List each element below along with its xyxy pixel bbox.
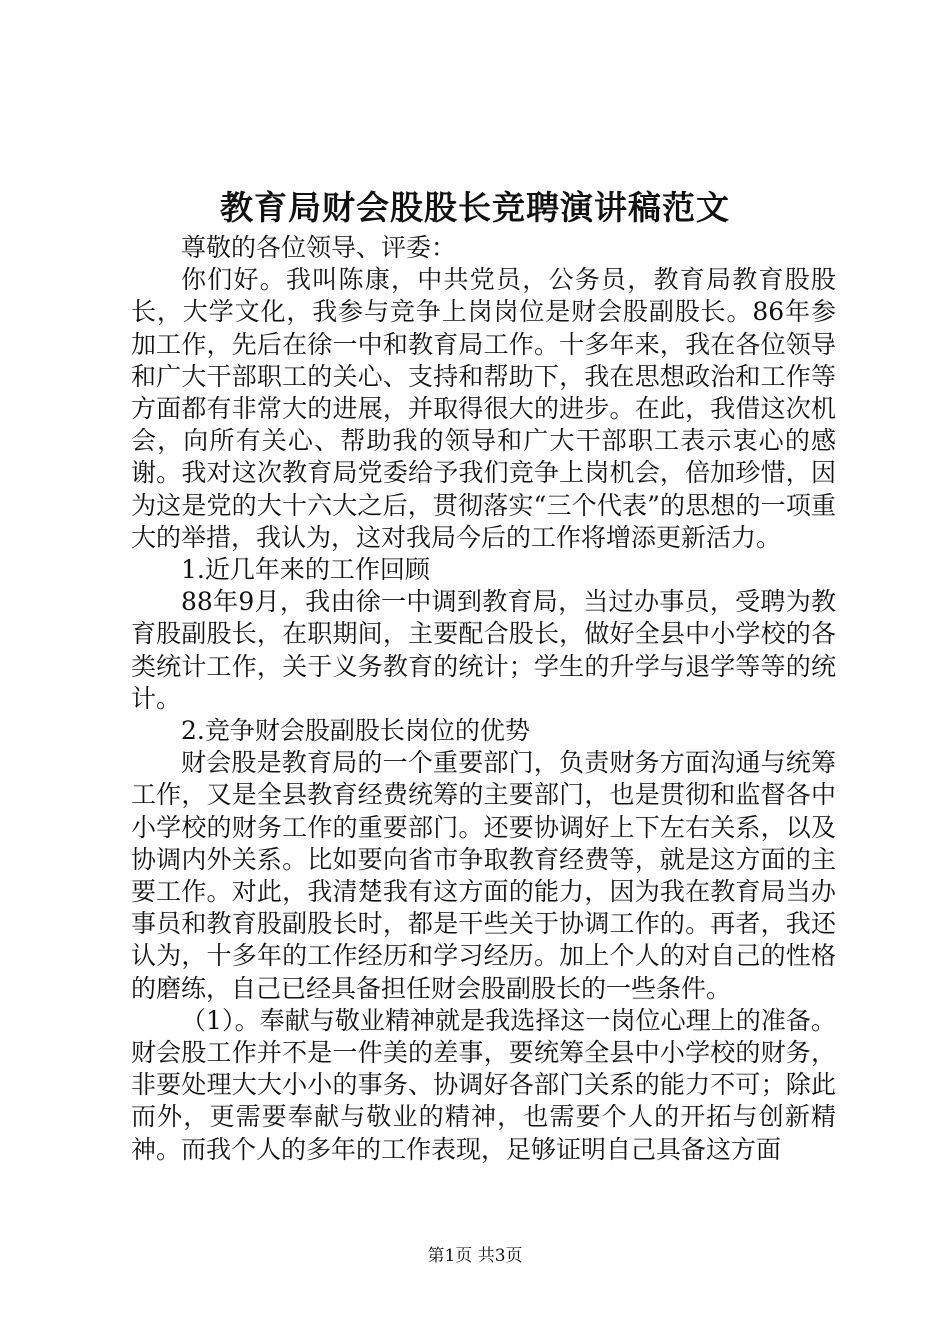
document-title: 教育局财会股股长竞聘演讲稿范文 bbox=[220, 188, 730, 227]
section-heading-advantages: 2.竞争财会股副股长岗位的优势 bbox=[181, 716, 530, 746]
page-number-footer: 第1页 共3页 bbox=[427, 1246, 523, 1266]
advantages-paragraph: 财会股是教育局的一个重要部门，负责财务方面沟通与统筹工作，又是全县教育经费统筹的主要部门，也是贯彻和监督各中小学校的财务工作的重要部门。还要协调好上下左右关系，以及协调内外关系。比如要向省市争取教育经费等，就是这方面的主要工作。对此，我清楚我有这方面的能力，因为我在教育局当办事员和教育股副股长时，都是干些关于协调工作的。再者，我还认为，十多年的工作经历和学习经历。加上个人的对自己的性格的磨练，自己已经具备担任财会股副股长的一些条件。 bbox=[131, 748, 836, 1003]
salutation: 尊敬的各位领导、评委： bbox=[181, 233, 457, 262]
section-heading-review: 1.近几年来的工作回顾 bbox=[181, 555, 430, 585]
review-paragraph: 88年9月，我由徐一中调到教育局，当过办事员，受聘为教育股副股长，在职期间，主要配合股长，做好全县中小学校的各类统计工作，关于义务教育的统计；学生的升学与退学等等的统计。 bbox=[131, 587, 836, 713]
point-one-paragraph: （1）。奉献与敬业精神就是我选择这一岗位心理上的准备。财会股工作并不是一件美的差事，要统筹全县中小学校的财务，非要处理大大小小的事务、协调好各部门关系的能力不可；除此而外，更需要奉献与敬业的精神，也需要个人的开拓与创新精神。而我个人的多年的工作表现，足够证明自己具备这方面 bbox=[131, 1005, 836, 1164]
document-body bbox=[131, 232, 836, 1166]
intro-paragraph: 你们好。我叫陈康，中共党员，公务员，教育局教育股股长，大学文化，我参与竞争上岗岗位是财会股副股长。86年参加工作，先后在徐一中和教育局工作。十多年来，我在各位领导和广大干部职工的关心、支持和帮助下，我在思想政治和工作等方面都有非常大的进展，并取得很大的进步。在此，我借这次机会，向所有关心、帮助我的领导和广大干部职工表示衷心的感谢。我对这次教育局党委给予我们竞争上岗机会，倍加珍惜，因为这是党的大十六大之后，贯彻落实“三个代表”的思想的一项重大的举措，我认为，这对我局今后的工作将增添更新活力。 bbox=[131, 265, 836, 552]
